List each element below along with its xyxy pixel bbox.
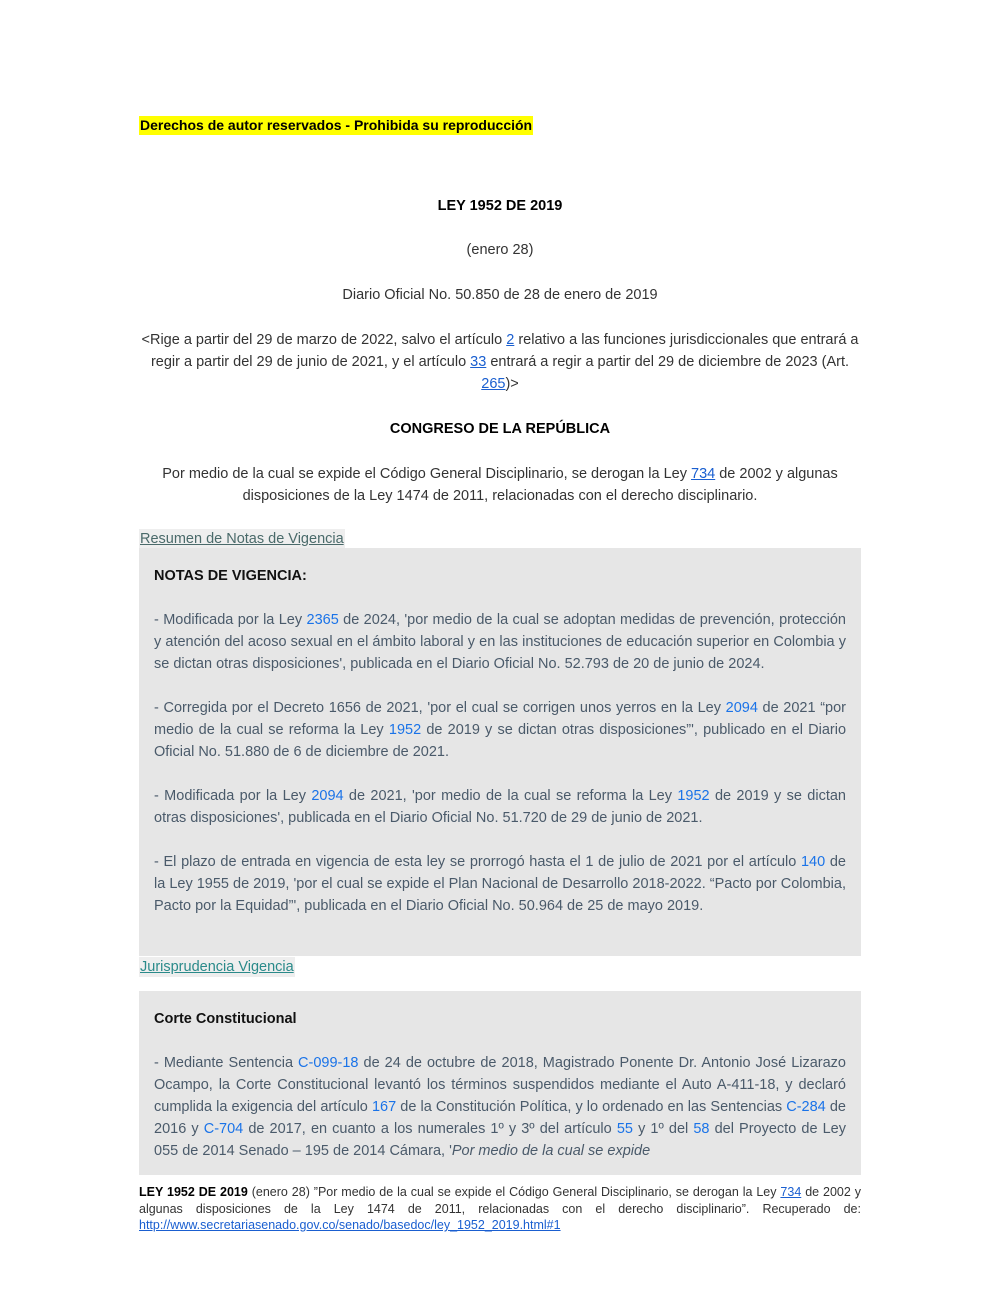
issuer-heading: CONGRESO DE LA REPÚBLICA	[389, 421, 611, 437]
note-text: - Mediante Sentencia	[154, 1055, 299, 1071]
gazette-line: Diario Oficial No. 50.850 de 28 de enero de 2019	[342, 287, 658, 303]
note-text: de 2019 y se dictan otras disposiciones”', publicado en el Diario Oficial No. 51.880 de 6 de diciembre de 2021.	[154, 722, 847, 760]
sentencia-c-284-link[interactable]: C-284	[786, 1099, 826, 1115]
ley-1952-link[interactable]: 1952	[677, 788, 710, 804]
effect-text-3: entrará a regir a partir del 29 de diciembre de 2023 (Art.	[486, 354, 850, 370]
sentencia-c-099-18-link[interactable]: C-099-18	[298, 1055, 359, 1071]
article-265-link[interactable]: 265	[481, 376, 506, 392]
note-text: del Proyecto de Ley 055 de 2014 Senado – 195 de 2014 Cámara, '	[154, 1121, 846, 1159]
article-2-link[interactable]: 2	[506, 332, 515, 348]
footer-title: LEY 1952 DE 2019	[139, 1185, 248, 1199]
summary-text-1: Por medio de la cual se expide el Código General Disciplinario, se derogan la Ley	[162, 466, 691, 482]
footer-text-2: de 2002 y algunas disposiciones de la Ley 1474 de 2011, relacionadas con el derecho disciplinario”. Recuperado de:	[139, 1185, 861, 1216]
note-text: de la Ley 1955 de 2019, 'por el cual se expide el Plan Nacional de Desarrollo 2018-2022. “Pacto por Colombia, Pacto por la Equidad”', publicada en el Diario Oficial No. 50.964 de 25 de mayo 2019.	[154, 854, 846, 914]
note-text: de 2017, en cuanto a los numerales 1º y 3º del artículo	[243, 1121, 617, 1137]
note-text: - Modificada por la Ley	[154, 788, 312, 804]
ley-1952-link[interactable]: 1952	[388, 722, 422, 738]
note-text: - Corregida por el Decreto 1656 de 2021, 'por el cual se corrigen unos yerros en la Ley	[154, 700, 726, 716]
citation-footer	[139, 1184, 861, 1234]
note-text: - El plazo de entrada en vigencia de esta ley se prorrogó hasta el 1 de julio de 2021 por el artículo	[154, 854, 801, 870]
vigencia-note	[154, 785, 846, 829]
ley-2094-link[interactable]: 2094	[311, 788, 344, 804]
article-58-link[interactable]: 58	[693, 1121, 710, 1137]
effect-text-1: <Rige a partir del 29 de marzo de 2022, salvo el artículo	[141, 332, 507, 348]
article-55-link[interactable]: 55	[616, 1121, 633, 1137]
law-date: (enero 28)	[466, 242, 534, 258]
note-text: de la Constitución Política, y lo ordenado en las Sentencias	[396, 1099, 787, 1115]
note-text: de 2024, 'por medio de la cual se adoptan medidas de prevención, protección y atención del acoso sexual en el ámbito laboral y en las instituciones de educación superior en Colombia y se dictan otras disposiciones', publicada en el Diario Oficial No. 52.793 de 20 de junio de 2024.	[154, 612, 846, 672]
vigencia-note	[154, 697, 846, 763]
law-title: LEY 1952 DE 2019	[437, 198, 563, 214]
jurisprudencia-box	[139, 991, 861, 1175]
ley-734-link[interactable]: 734	[691, 466, 716, 482]
vigencia-note	[154, 609, 846, 675]
vigencia-notes-box	[139, 548, 861, 956]
article-33-link[interactable]: 33	[470, 354, 487, 370]
note-text: de 2016 y	[154, 1099, 846, 1137]
vigencia-notes-heading: NOTAS DE VIGENCIA:	[154, 568, 307, 584]
law-summary	[139, 463, 861, 507]
footer-text-1: (enero 28) ”Por medio de la cual se expide el Código General Disciplinario, se derogan la Ley	[247, 1185, 781, 1199]
effect-text-4: )>	[505, 376, 519, 392]
sentencia-c-704-link[interactable]: C-704	[203, 1121, 244, 1137]
source-url-link[interactable]: http://www.secretariasenado.gov.co/senado/basedoc/ley_1952_2019.html#1	[139, 1218, 561, 1232]
article-167-link[interactable]: 167	[371, 1099, 397, 1115]
note-text: y 1º del	[632, 1121, 694, 1137]
effective-date-note	[139, 329, 861, 395]
ley-2365-link[interactable]: 2365	[306, 612, 339, 628]
note-text: de 2021, 'por medio de la cual se reforma la Ley	[343, 788, 678, 804]
vigencia-note	[154, 851, 846, 917]
jurisprudencia-note	[154, 1052, 846, 1162]
vigencia-summary-toggle[interactable]: Resumen de Notas de Vigencia	[140, 531, 344, 547]
effect-text-2: relativo a las funciones jurisdiccionales que entrará a regir a partir del 29 de junio de 2021, y el artículo	[150, 332, 859, 370]
italic-text: Por medio de la cual se expide	[451, 1143, 651, 1159]
note-text: de 2019 y se dictan otras disposiciones', publicada en el Diario Oficial No. 51.720 de 29 de junio de 2021.	[154, 788, 846, 826]
copyright-notice: Derechos de autor reservados - Prohibida su reproducción	[140, 117, 533, 133]
footer-ley-734-link[interactable]: 734	[780, 1185, 802, 1199]
summary-text-2: de 2002 y algunas disposiciones de la Ley 1474 de 2011, relacionadas con el derecho disciplinario.	[242, 466, 838, 504]
ley-2094-link[interactable]: 2094	[725, 700, 758, 716]
jurisprudencia-toggle[interactable]: Jurisprudencia Vigencia	[140, 959, 294, 975]
jurisprudencia-heading: Corte Constitucional	[154, 1011, 297, 1027]
note-text: de 24 de octubre de 2018, Magistrado Ponente Dr. Antonio José Lizarazo Ocampo, la Corte Constitucional levantó los términos suspendidos mediante el Auto A-411-18, y declaró cumplida la exigencia del artículo	[154, 1055, 846, 1115]
note-text: - Modificada por la Ley	[154, 612, 307, 628]
article-140-link[interactable]: 140	[800, 854, 826, 870]
note-text: de 2021 “por medio de la cual se reforma la Ley	[154, 700, 846, 738]
